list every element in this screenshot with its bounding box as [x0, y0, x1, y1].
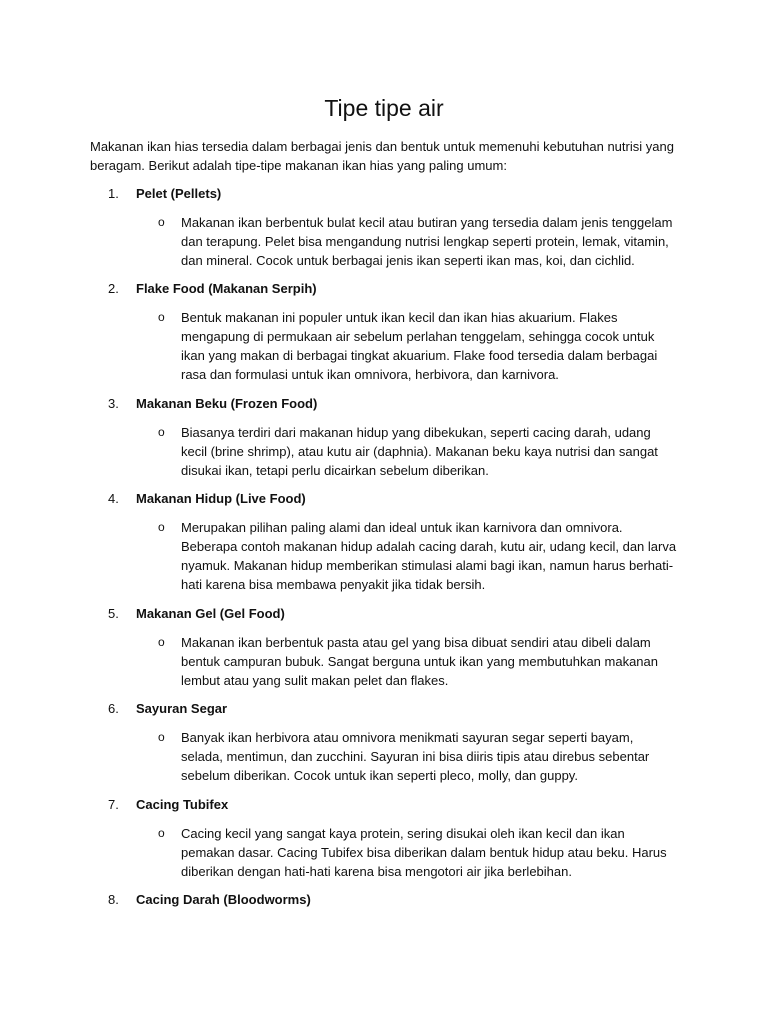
document-title: Tipe tipe air — [324, 95, 444, 121]
list-item-description: Merupakan pilihan paling alami dan ideal untuk ikan karnivora dan omnivora. Beberapa contoh makanan hidup adalah cacing darah, kutu air, udang kecil, dan larva nyamuk. Makanan hidup memberikan stimulasi alami bagi ikan, namun harus berhati-hati karena bisa membawa penyakit jika tidak bersih. — [181, 520, 677, 592]
list-item-heading — [0, 604, 700, 623]
list-item-title: Makanan Beku (Frozen Food) — [136, 396, 318, 411]
list-item-title: Cacing Darah (Bloodworms) — [136, 892, 311, 907]
list-item-title: Sayuran Segar — [136, 701, 228, 716]
list-item-title: Makanan Hidup (Live Food) — [136, 491, 306, 506]
list-item-number: 7. — [108, 797, 119, 812]
list-item-title: Pelet (Pellets) — [136, 186, 222, 201]
list-item-number: 8. — [108, 892, 119, 907]
list-item-heading — [0, 890, 700, 909]
list-item-description: Biasanya terdiri dari makanan hidup yang dibekukan, seperti cacing darah, udang kecil (brine shrimp), atau kutu air (daphnia). Makanan beku kaya nutrisi dan sangat disukai ikan, tetapi perlu dicairkan sebelum diberikan. — [181, 425, 658, 478]
list-item-heading — [0, 279, 700, 298]
list-item-number: 3. — [108, 396, 119, 411]
bullet-circle-icon: o — [158, 215, 165, 229]
bullet-circle-icon: o — [158, 730, 165, 744]
list-item-number: 2. — [108, 281, 119, 296]
list-item-description: Bentuk makanan ini populer untuk ikan kecil dan ikan hias akuarium. Flakes mengapung di permukaan air sebelum perlahan tenggelam, sehingga cocok untuk ikan yang makan di berbagai tingkat akuarium. Flake food tersedia dalam berbagai rasa dan formulasi untuk ikan omnivora, herbivora, dan karnivora. — [181, 310, 658, 382]
list-item-heading — [0, 184, 700, 203]
list-item-heading — [0, 394, 700, 413]
bullet-circle-icon: o — [158, 310, 165, 324]
intro-paragraph: Makanan ikan hias tersedia dalam berbagai jenis dan bentuk untuk memenuhi kebutuhan nutrisi yang beragam. Berikut adalah tipe-tipe makanan ikan hias yang paling umum: — [90, 139, 674, 173]
list-item-number: 5. — [108, 606, 119, 621]
list-item-number: 4. — [108, 491, 119, 506]
list-item-title: Makanan Gel (Gel Food) — [136, 606, 285, 621]
list-item-number: 1. — [108, 186, 119, 201]
bullet-circle-icon: o — [158, 635, 165, 649]
bullet-circle-icon: o — [158, 826, 165, 840]
list-item-heading — [0, 795, 700, 814]
list-item-title: Flake Food (Makanan Serpih) — [136, 281, 317, 296]
list-item-description: Banyak ikan herbivora atau omnivora menikmati sayuran segar seperti bayam, selada, mentimun, dan zucchini. Sayuran ini bisa diiris tipis atau direbus sebentar sebelum diberikan. Cocok untuk ikan seperti pleco, molly, dan guppy. — [181, 730, 650, 783]
list-item-heading — [0, 699, 700, 718]
list-item-description: Makanan ikan berbentuk bulat kecil atau butiran yang tersedia dalam jenis tenggelam dan terapung. Pelet bisa mengandung nutrisi lengkap seperti protein, lemak, vitamin, dan mineral. Cocok untuk berbagai jenis ikan seperti ikan mas, koi, dan cichlid. — [181, 215, 673, 268]
list-item-title: Cacing Tubifex — [136, 797, 229, 812]
list-item-number: 6. — [108, 701, 119, 716]
list-item-description: Makanan ikan berbentuk pasta atau gel yang bisa dibuat sendiri atau dibeli dalam bentuk campuran bubuk. Sangat berguna untuk ikan yang membutuhkan makanan lembut atau yang sulit makan pelet dan flakes. — [181, 635, 658, 688]
list-item-heading — [0, 489, 700, 508]
bullet-circle-icon: o — [158, 520, 165, 534]
list-item-description: Cacing kecil yang sangat kaya protein, sering disukai oleh ikan kecil dan ikan pemakan dasar. Cacing Tubifex bisa diberikan dalam bentuk hidup atau beku. Harus diberikan dengan hati-hati karena bisa mengotori air jika berlebihan. — [181, 826, 667, 879]
bullet-circle-icon: o — [158, 425, 165, 439]
